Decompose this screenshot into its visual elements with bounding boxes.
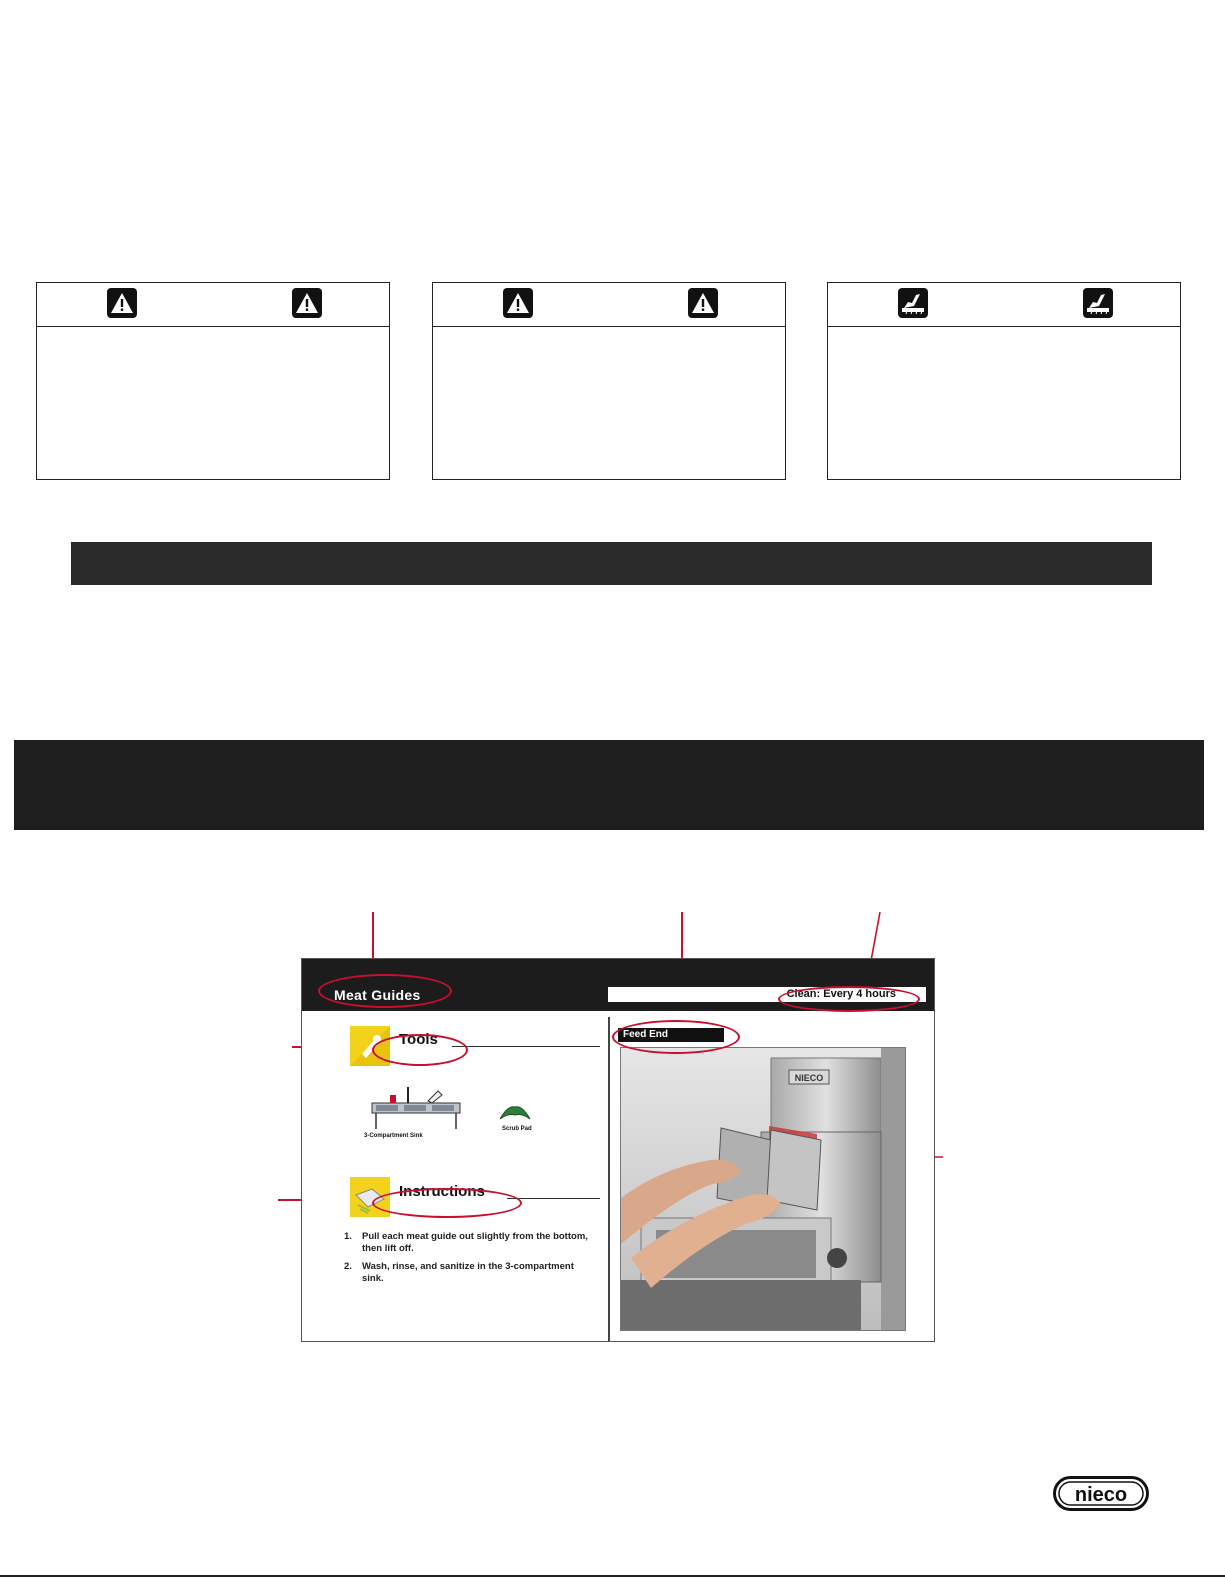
highlight-instructions [372, 1188, 522, 1218]
nieco-logo [1053, 1476, 1150, 1512]
section-header-bar [71, 542, 1152, 585]
instructions-heading: Instructions [399, 1183, 485, 1200]
warning-box-header [37, 283, 389, 327]
warning-triangle-icon [292, 288, 322, 318]
hot-surface-icon [898, 288, 928, 318]
tool-label-sink: 3-Compartment Sink [364, 1133, 423, 1139]
highlight-clean [778, 986, 920, 1012]
warning-box-2 [432, 282, 786, 480]
tools-rule [452, 1046, 600, 1047]
photo-illustration [621, 1048, 906, 1331]
caution-box-header [828, 283, 1180, 327]
highlight-title [318, 974, 452, 1008]
footer-rule [0, 1575, 1225, 1577]
warning-triangle-icon [688, 288, 718, 318]
hot-surface-icon [1083, 288, 1113, 318]
scrub-pad-illustration [498, 1103, 532, 1123]
list-item: 1. Pull each meat guide out slightly from the bottom, then lift off. [344, 1231, 588, 1254]
warning-triangle-icon [503, 288, 533, 318]
highlight-feed-end [612, 1020, 740, 1054]
logo-text: nieco [1074, 1484, 1128, 1506]
caution-box-hot [827, 282, 1181, 480]
clean-frequency-label: Clean: Every 4 hours [786, 988, 896, 1000]
procedure-card [301, 958, 935, 1342]
equipment-photo [620, 1047, 906, 1331]
instructions-rule [507, 1198, 600, 1199]
feed-end-label: Feed End [618, 1028, 724, 1042]
warning-triangle-icon [107, 288, 137, 318]
warning-box-header [433, 283, 785, 327]
sink-illustration [368, 1085, 464, 1131]
instructions-list [338, 1231, 594, 1291]
photo-brand-text: NIECO [794, 1073, 824, 1083]
tool-label-scrub-pad: Scrub Pad [502, 1126, 532, 1132]
highlight-tools [372, 1034, 468, 1066]
list-item: 2. Wash, rinse, and sanitize in the 3-compartment sink. [344, 1261, 574, 1284]
section-banner [14, 740, 1204, 830]
column-divider [608, 1017, 610, 1341]
procedure-title: Meat Guides [334, 987, 421, 1003]
warning-box-1 [36, 282, 390, 480]
tools-heading: Tools [399, 1031, 438, 1048]
